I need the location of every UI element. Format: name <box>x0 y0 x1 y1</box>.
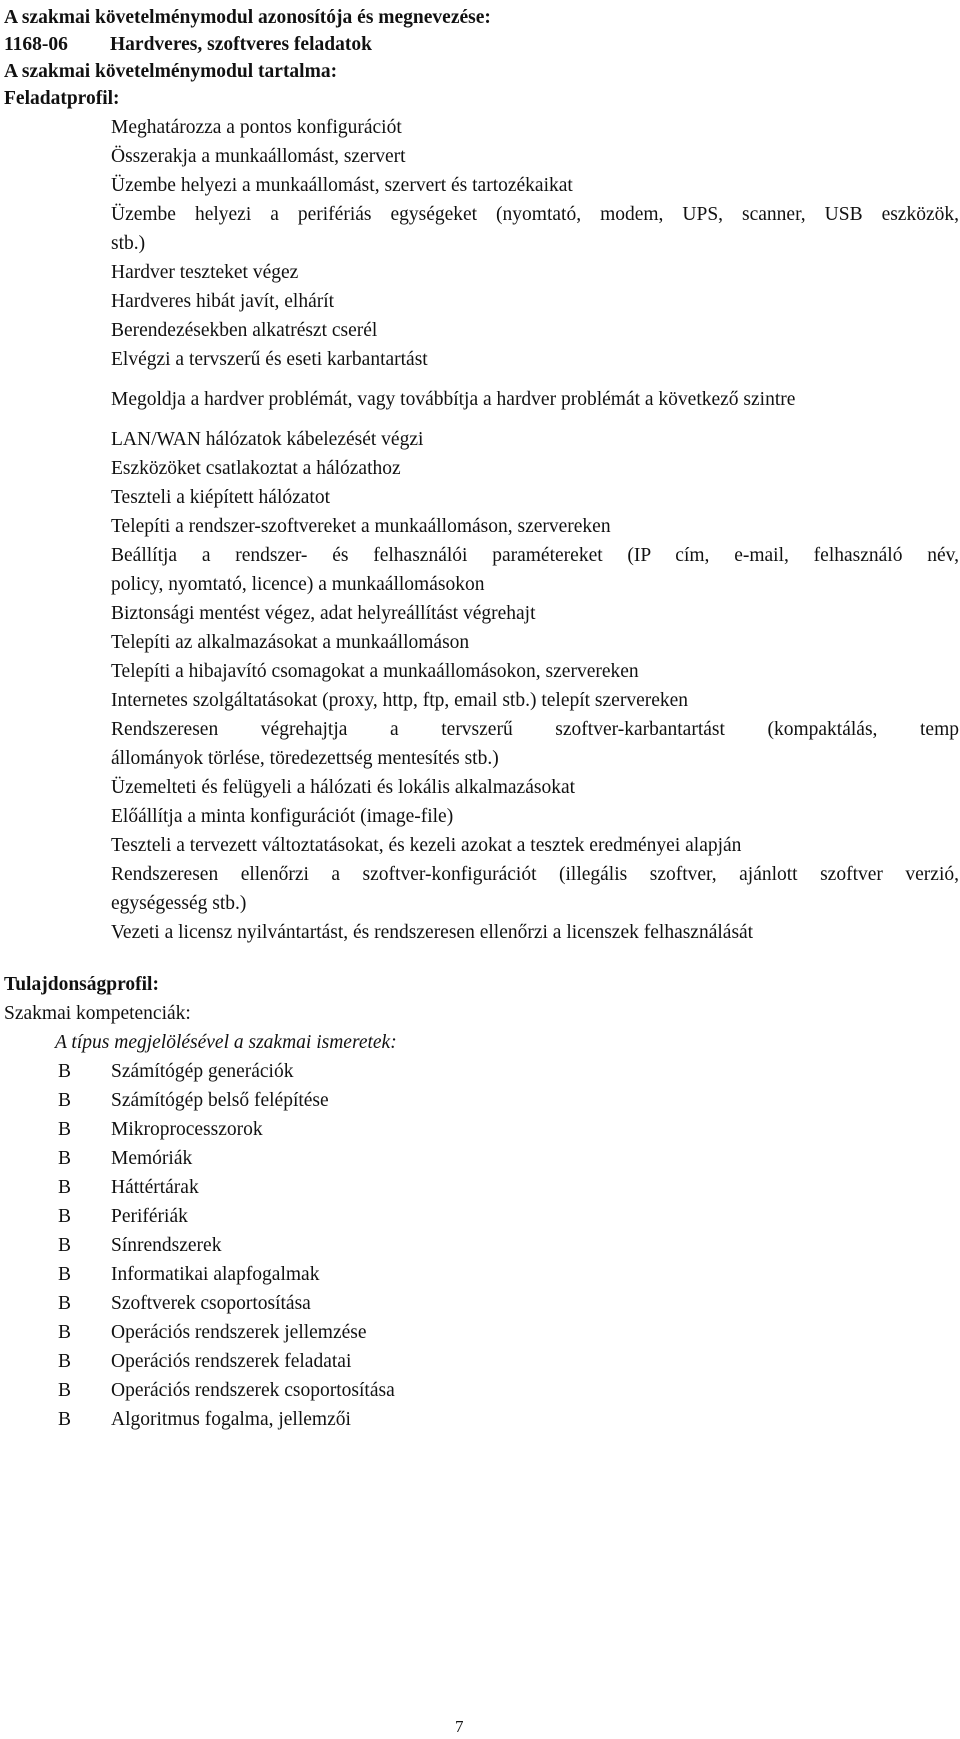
knowledge-item: Számítógép belső felépítése <box>111 1090 329 1111</box>
knowledge-type: B <box>58 1264 72 1285</box>
task-item: Eszközöket csatlakoztat a hálózathoz <box>111 458 401 479</box>
knowledge-item: Operációs rendszerek csoportosítása <box>111 1380 395 1401</box>
task-item: Rendszeresen végrehajtja a tervszerű szoftver-karbantartást (kompaktálás, temp <box>111 719 959 740</box>
knowledge-item: Informatikai alapfogalmak <box>111 1264 320 1285</box>
knowledge-item: Háttértárak <box>111 1177 199 1198</box>
knowledge-item: Operációs rendszerek feladatai <box>111 1351 352 1372</box>
knowledge-type: B <box>58 1351 72 1372</box>
task-item: Megoldja a hardver problémát, vagy továbbítja a hardver problémát a következő szintre <box>111 389 796 410</box>
knowledge-type: B <box>58 1148 72 1169</box>
knowledge-title: A típus megjelölésével a szakmai ismeretek: <box>55 1032 397 1053</box>
knowledge-type: B <box>58 1206 72 1227</box>
competencies-title: Szakmai kompetenciák: <box>4 1003 191 1024</box>
task-item: Berendezésekben alkatrészt cserél <box>111 320 378 341</box>
task-item: Telepíti a rendszer-szoftvereket a munkaállomáson, szervereken <box>111 516 611 537</box>
task-item: Internetes szolgáltatásokat (proxy, http, ftp, email stb.) telepít szervereken <box>111 690 689 711</box>
knowledge-item: Perifériák <box>111 1206 188 1227</box>
knowledge-type: B <box>58 1235 72 1256</box>
task-item: Előállítja a minta konfigurációt (image-file) <box>111 806 454 827</box>
knowledge-type: B <box>58 1380 72 1401</box>
task-item-continuation: policy, nyomtató, licence) a munkaállomásokon <box>111 574 485 595</box>
task-item: Üzembe helyezi a perifériás egységeket (nyomtató, modem, UPS, scanner, USB eszközök, <box>111 204 959 225</box>
knowledge-item: Memóriák <box>111 1148 193 1169</box>
knowledge-type: B <box>58 1090 72 1111</box>
module-title: A szakmai követelménymodul azonosítója és megnevezése: <box>4 7 491 28</box>
knowledge-type: B <box>58 1119 72 1140</box>
knowledge-item: Sínrendszerek <box>111 1235 222 1256</box>
task-item-continuation: stb.) <box>111 233 146 254</box>
task-item: LAN/WAN hálózatok kábelezését végzi <box>111 429 424 450</box>
knowledge-type: B <box>58 1409 72 1430</box>
knowledge-type: B <box>58 1322 72 1343</box>
task-item: Telepíti az alkalmazásokat a munkaállomáson <box>111 632 470 653</box>
knowledge-type: B <box>58 1177 72 1198</box>
task-item: Meghatározza a pontos konfigurációt <box>111 117 402 138</box>
task-item-continuation: állományok törlése, töredezettség mentesítés stb.) <box>111 748 499 769</box>
task-item: Beállítja a rendszer- és felhasználói paramétereket (IP cím, e-mail, felhasználó név, <box>111 545 959 566</box>
knowledge-type: B <box>58 1061 72 1082</box>
task-item: Üzembe helyezi a munkaállomást, szervert és tartozékaikat <box>111 175 573 196</box>
page-number: 7 <box>455 1717 464 1736</box>
task-item: Teszteli a kiépített hálózatot <box>111 487 331 508</box>
task-item: Biztonsági mentést végez, adat helyreállítást végrehajt <box>111 603 536 624</box>
task-item-continuation: egységesség stb.) <box>111 893 247 914</box>
module-id: 1168-06 <box>4 34 68 55</box>
knowledge-item: Mikroprocesszorok <box>111 1119 263 1140</box>
properties-title: Tulajdonságprofil: <box>4 974 159 995</box>
task-item: Üzemelteti és felügyeli a hálózati és lokális alkalmazásokat <box>111 777 576 798</box>
task-item: Vezeti a licensz nyilvántartást, és rendszeresen ellenőrzi a licenszek felhasználását <box>111 922 754 943</box>
task-item: Összerakja a munkaállomást, szervert <box>111 146 406 167</box>
task-item: Elvégzi a tervszerű és eseti karbantartást <box>111 349 428 370</box>
module-name: Hardveres, szoftveres feladatok <box>110 34 372 55</box>
module-content-title: A szakmai követelménymodul tartalma: <box>4 61 338 82</box>
knowledge-type: B <box>58 1293 72 1314</box>
task-item: Hardveres hibát javít, elhárít <box>111 291 335 312</box>
task-item: Teszteli a tervezett változtatásokat, és kezeli azokat a tesztek eredményei alapján <box>111 835 742 856</box>
knowledge-item: Operációs rendszerek jellemzése <box>111 1322 367 1343</box>
knowledge-item: Számítógép generációk <box>111 1061 294 1082</box>
task-item: Hardver teszteket végez <box>111 262 299 283</box>
task-profile-title: Feladatprofil: <box>4 88 120 109</box>
task-item: Rendszeresen ellenőrzi a szoftver-konfigurációt (illegális szoftver, ajánlott szoftver verzió, <box>111 864 959 885</box>
knowledge-item: Algoritmus fogalma, jellemzői <box>111 1409 351 1430</box>
knowledge-item: Szoftverek csoportosítása <box>111 1293 311 1314</box>
task-item: Telepíti a hibajavító csomagokat a munkaállomásokon, szervereken <box>111 661 639 682</box>
